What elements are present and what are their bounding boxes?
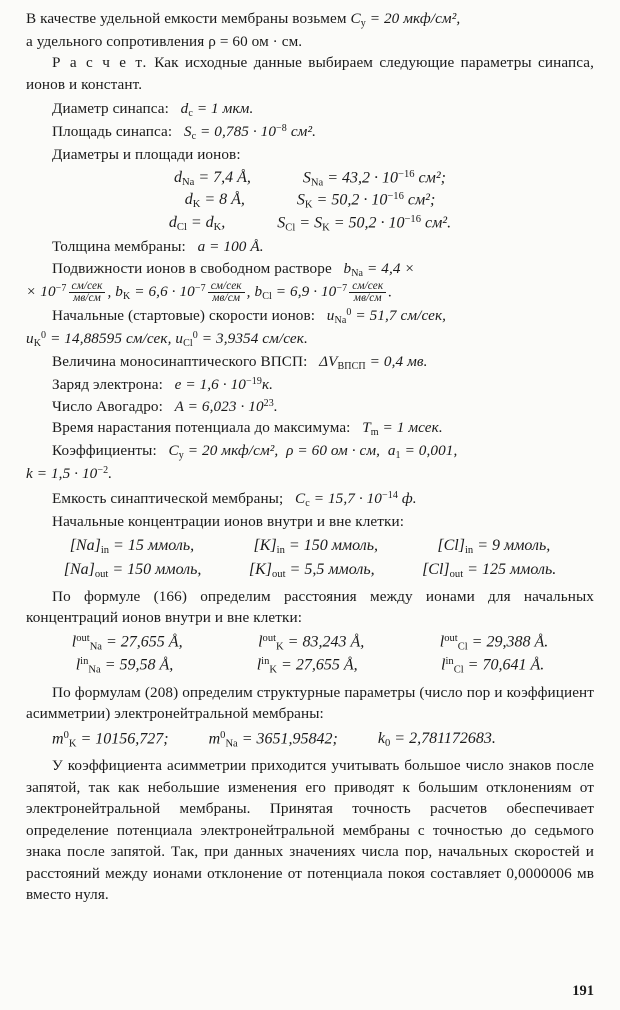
capacity-value: = 20 мкф/см²,	[369, 10, 461, 27]
calculation-text: Как исходные данные выбираем следующие параметры синапса, ионов и констант.	[26, 54, 594, 93]
charge-units: к.	[261, 376, 274, 394]
param-m-na: $m^0_{Na} = 3651,95842$;	[208, 729, 338, 750]
paragraph-synaptic-capacitance: Емкость синаптической мембраны; $C_с = 15,7 \cdot 10^{-14}$ ф.	[52, 489, 417, 509]
speed-cl-symbol: u	[175, 330, 184, 348]
distance-cl-in: $l^{in}_{Cl} = 70,641$ Å.	[441, 656, 545, 676]
conc-cl-in: $[Cl]_{in} = 9$ ммоль,	[437, 537, 551, 556]
paragraph-resistivity	[26, 31, 594, 53]
ion-diameter-cl: $d_{Cl} = d_K$,	[168, 213, 226, 233]
distance-na-out: $l^{out}_{Na} = 27,655$ Å,	[71, 632, 183, 653]
capacitance-label: Емкость синаптической мембраны;	[52, 489, 284, 507]
speed-k-value: = 14,88595 см/сек,	[50, 330, 172, 348]
rise-time-label: Время нарастания потенциала до максимума:	[52, 419, 351, 437]
charge-value: e = 1,6 · 10	[174, 376, 246, 394]
paragraph-start-speeds-cont: $u_K^0 = 14,88595$ см/сек, $u_{Cl}^0 = 3,9354$ см/сек.	[26, 329, 308, 349]
coef-k-value: k = 1,5 · 10	[26, 465, 98, 483]
synapse-diameter-symbol: d	[180, 100, 189, 118]
distance-k-out: $l^{out}_K = 83,243$ Å,	[258, 632, 365, 653]
paragraph-coefficients-cont: $k = 1,5 \cdot 10^{-2}$.	[26, 464, 113, 483]
conc-na-out: $[Na]_{out} = 150$ ммоль,	[63, 560, 202, 580]
paragraph-membrane-thickness	[26, 236, 594, 258]
synapse-area-value: = 0,785 · 10	[200, 123, 277, 141]
speed-na-value: = 51,7 см/сек,	[355, 307, 447, 325]
mobility-units-k: $\frac{\text{см/сек}}{мв/см}$	[208, 281, 245, 305]
capacity-symbol-sub: у	[360, 17, 366, 29]
capacitance-value: = 15,7 · 10	[313, 489, 383, 507]
paragraph-capacity	[26, 8, 594, 31]
ion-row-na	[26, 169, 594, 188]
calculation-label: Р а с ч е т.	[52, 54, 148, 72]
resistivity-text: а удельного сопротивления ρ = 60 ом · см.	[26, 32, 303, 50]
mobility-cl-value: = 6,9 · 10	[275, 283, 337, 301]
param-m-k: $m^0_K = 10156,727$;	[52, 729, 169, 750]
capacity-text: В качестве удельной емкости мембраны возьмем	[26, 10, 347, 27]
paragraph-concentrations-header	[26, 511, 594, 533]
coef-a1-value: = 0,001,	[404, 442, 458, 460]
synapse-diameter-sub: с	[188, 108, 193, 120]
speed-na-symbol: u	[326, 307, 335, 325]
coef-cy-symbol: C	[168, 442, 179, 460]
mobility-na-value: = 4,4 ×	[367, 259, 415, 277]
conc-cl-out: $[Cl]_{out} = 125$ ммоль.	[422, 560, 557, 580]
formula-166-text: По формуле (166) определим расстояния между ионами для начальных концентраций ионов внутри и вне клетки:	[26, 587, 594, 627]
avogadro-value: A = 6,023 · 10	[174, 397, 264, 415]
capacity-symbol: C	[350, 10, 361, 27]
distances-outside-row	[26, 633, 594, 652]
mobility-k-symbol: b	[115, 283, 123, 301]
distances-inside-row	[26, 656, 594, 675]
synapse-area-exponent: −8	[276, 123, 287, 135]
structural-params-row	[26, 730, 594, 749]
speed-cl-value: = 3,9354 см/сек.	[201, 330, 308, 348]
synapse-area-units: см².	[290, 123, 316, 141]
speeds-label: Начальные (стартовые) скорости ионов:	[52, 307, 316, 325]
mobility-units-cl: $\frac{\text{см/сек}}{мв/см}$	[349, 281, 386, 305]
paragraph-calculation	[26, 52, 594, 95]
synapse-area-sub: с	[191, 131, 197, 143]
vpsp-symbol: ΔV	[319, 353, 338, 371]
formula-208-text: По формулам (208) определим структурные параметры (число пор и коэффициент асимметрии) электронейтральной мембраны:	[26, 683, 594, 723]
mobility-na-exp-text: × 10	[26, 283, 56, 301]
synapse-area-symbol: S	[183, 123, 192, 141]
ion-diameter-na: $d_{Na} = 7,4$ Å,	[174, 168, 251, 188]
paragraph-synapse-diameter	[26, 98, 594, 121]
distance-na-in: $l^{in}_{Na} = 59,58$ Å,	[75, 656, 174, 676]
ion-area-na: $S_{Na} = 43,2 \cdot 10^{-16}$ см²;	[302, 168, 446, 189]
concentrations-header-text: Начальные концентрации ионов внутри и вне клетки:	[52, 512, 405, 530]
capacitance-symbol: C	[295, 489, 306, 507]
conc-na-in: $[Na]_{in} = 15$ ммоль,	[69, 537, 195, 556]
paragraph-vpsp: Величина моносинаптического ВПСП: $\Delta V_{ВПСП} = 0,4$ мв.	[52, 353, 428, 372]
ion-row-cl	[26, 214, 594, 233]
mobility-cl-symbol: b	[254, 283, 263, 301]
ion-area-cl: $S_{Cl} = S_K = 50,2 \cdot 10^{-16}$ см².	[277, 213, 452, 234]
coef-a1-symbol: a	[387, 442, 396, 460]
vpsp-label: Величина моносинаптического ВПСП:	[52, 353, 308, 371]
paragraph-final-discussion	[26, 755, 594, 906]
speed-k-symbol: u	[26, 330, 34, 348]
rise-time-value: = 1 мсек.	[382, 419, 443, 437]
ion-diameter-k: $d_K = 8$ Å,	[184, 191, 245, 211]
paragraph-start-speeds: Начальные (стартовые) скорости ионов: $u_{Na}^0 = 51,7$ см/сек,	[52, 306, 447, 326]
page-number: 191	[572, 983, 594, 999]
avogadro-label: Число Авогадро:	[52, 397, 163, 415]
param-k0: $k_0 = 2,781172683$.	[377, 729, 496, 749]
conc-k-out: $[K]_{out} = 5,5$ ммоль,	[248, 560, 375, 580]
paragraph-mobility-cont: × $10^{-7}$ $\frac{\text{см/сек}}{мв/см}$ , $b_K = 6,6 \cdot 10^{-7}$ $\frac{\text{см/сек}}{мв/см}$ , $b_{Cl} = 6,9 \cdot 10^{-7}$ $\frac{\text{см/сек}}{мв/см}$ .	[26, 279, 393, 305]
conc-k-in: $[K]_{in} = 150$ ммоль,	[253, 537, 378, 556]
mobility-na-symbol: b	[343, 259, 352, 277]
paragraph-mobility: Подвижности ионов в свободном растворе $b_{Na} = 4,4$ ×	[52, 259, 415, 279]
ions-header-text: Диаметры и площади ионов:	[52, 146, 241, 164]
synapse-diameter-value: = 1 мкм.	[196, 100, 254, 118]
distance-k-in: $l^{in}_K = 27,655$ Å,	[256, 656, 358, 676]
final-paragraph-text: У коэффициента асимметрии приходится учитывать большое число знаков после запятой, так как небольшие изменения его приводят к большим отклонениям от электронейтральной мембраны. Принятая точность расчетов обеспечивает определение потенциала электронейтральной мембраны с точностью до седьмого знака после запятой. Так, при данных значениях числа пор, начальных скоростей и расстояний между ионами отклонение от потенциала покоя составляет 0,0000006 мв вместо нуля.	[26, 757, 594, 904]
ion-area-k: $S_K = 50,2 \cdot 10^{-16}$ см²;	[296, 191, 436, 211]
paragraph-formula-208	[26, 682, 594, 725]
mobility-k-value: = 6,6 · 10	[134, 283, 195, 301]
vpsp-value: = 0,4 мв.	[369, 353, 428, 371]
coef-cy-value: = 20 мкф/см²,	[187, 442, 279, 460]
concentrations-outside-row	[26, 561, 594, 580]
synapse-area-label: Площадь синапса:	[52, 123, 173, 141]
paragraph-ions-header	[26, 144, 594, 166]
coefficients-label: Коэффициенты:	[52, 442, 157, 460]
thickness-label: Толщина мембраны:	[52, 238, 186, 256]
coef-rho-value: ρ = 60 ом · см,	[286, 442, 381, 460]
capacitance-units: ф.	[401, 489, 417, 507]
thickness-value: a = 100 Å.	[197, 238, 264, 256]
mobility-units-na: $\frac{\text{см/сек}}{мв/см}$	[69, 281, 106, 305]
paragraph-coefficients: Коэффициенты: $C_у = 20$ мкф/см², ρ = 60 ом · см, $a_1 = 0,001$,	[52, 442, 458, 461]
paragraph-electron-charge: Заряд электрона: $e = 1,6 \cdot 10^{-19}к$.	[52, 375, 274, 394]
mobility-label: Подвижности ионов в свободном растворе	[52, 259, 332, 277]
paragraph-formula-166	[26, 586, 594, 629]
distance-cl-out: $l^{out}_{Cl} = 29,388$ Å.	[439, 632, 549, 653]
charge-label: Заряд электрона:	[52, 376, 163, 394]
paragraph-rise-time: Время нарастания потенциала до максимума: $T_m = 1$ мсек.	[52, 419, 443, 438]
concentrations-inside-row	[26, 537, 594, 556]
paragraph-avogadro: Число Авогадро: $A = 6,023 \cdot 10^{23}$.	[52, 397, 278, 415]
rise-time-symbol: T	[362, 419, 371, 437]
ion-row-k	[26, 191, 594, 210]
paragraph-synapse-area	[26, 121, 594, 144]
synapse-diameter-label: Диаметр синапса:	[52, 100, 169, 118]
